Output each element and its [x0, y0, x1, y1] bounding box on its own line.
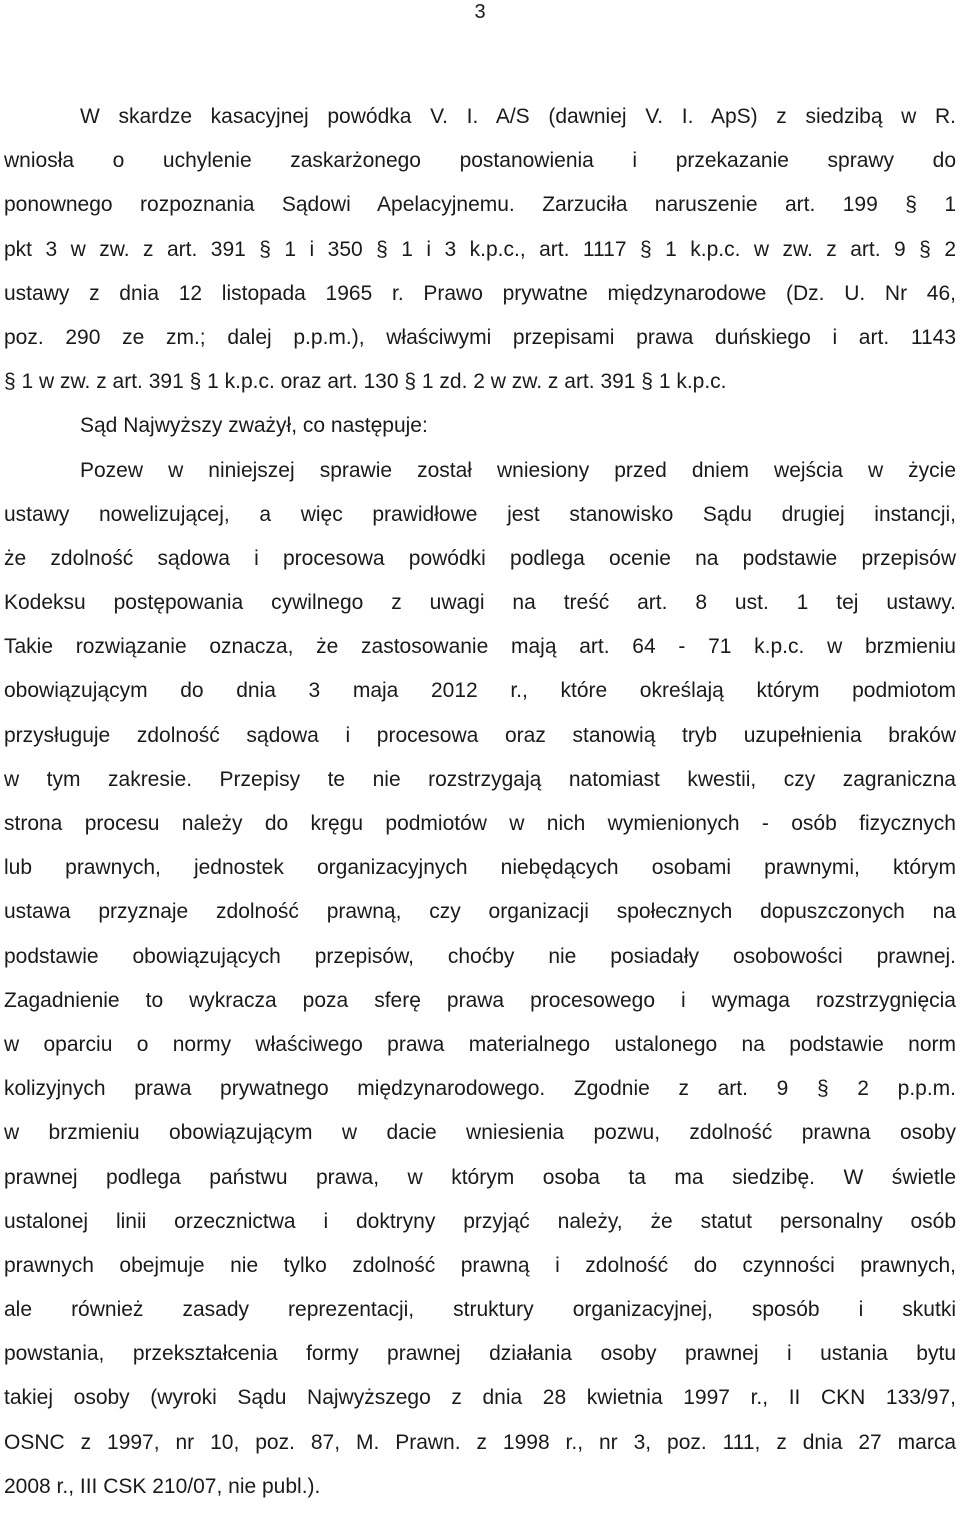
paragraph-reasoning — [4, 449, 956, 1510]
text-line: w brzmieniu obowiązującym w dacie wniesienia pozwu, zdolność prawna osoby — [4, 1121, 956, 1145]
text-line: poz. 290 ze zm.; dalej p.p.m.), właściwymi przepisami prawa duńskiego i art. 1143 — [4, 325, 956, 349]
text-line: prawnej podlega państwu prawa, w którym osoba ta ma siedzibę. W świetle — [4, 1165, 956, 1189]
text-line: ustawy z dnia 12 listopada 1965 r. Prawo prywatne międzynarodowe (Dz. U. Nr 46, — [4, 281, 956, 305]
page-number: 3 — [474, 1, 486, 23]
text-line: w tym zakresie. Przepisy te nie rozstrzygają natomiast kwestii, czy zagraniczna — [4, 767, 956, 791]
text-line: ustawy nowelizującej, a więc prawidłowe jest stanowisko Sądu drugiej instancji, — [4, 502, 956, 526]
text-line: kolizyjnych prawa prywatnego międzynarodowego. Zgodnie z art. 9 § 2 p.p.m. — [4, 1077, 956, 1101]
document-body — [4, 95, 956, 1509]
text-line: W skardze kasacyjnej powódka V. I. A/S (dawniej V. I. ApS) z siedzibą w R. — [80, 105, 956, 128]
paragraph-court-considered — [4, 404, 956, 448]
text-line: lub prawnych, jednostek organizacyjnych niebędących osobami prawnymi, którym — [4, 856, 956, 880]
text-line: OSNC z 1997, nr 10, poz. 87, M. Prawn. z 1998 r., nr 3, poz. 111, z dnia 27 marca — [4, 1430, 956, 1454]
text-line: ustalonej linii orzecznictwa i doktryny przyjąć należy, że statut personalny osób — [4, 1209, 956, 1233]
text-line: ponownego rozpoznania Sądowi Apelacyjnemu. Zarzuciła naruszenie art. 199 § 1 — [4, 193, 956, 217]
text-line: 2008 r., III CSK 210/07, nie publ.). — [4, 1474, 321, 1498]
text-line: w oparciu o normy właściwego prawa materialnego ustalonego na podstawie norm — [4, 1032, 956, 1056]
text-line: że zdolność sądowa i procesowa powódki podlega ocenie na podstawie przepisów — [4, 546, 956, 570]
text-line: powstania, przekształcenia formy prawnej działania osoby prawnej i ustania bytu — [4, 1342, 956, 1366]
text-line: podstawie obowiązujących przepisów, choćby nie posiadały osobowości prawnej. — [4, 944, 956, 968]
text-line: Pozew w niniejszej sprawie został wniesiony przed dniem wejścia w życie — [80, 458, 956, 482]
text-line: pkt 3 w zw. z art. 391 § 1 i 350 § 1 i 3 k.p.c., art. 1117 § 1 k.p.c. w zw. z art. 9 § 2 — [4, 237, 956, 261]
text-line: Sąd Najwyższy zważył, co następuje: — [80, 414, 428, 438]
text-line: Zagadnienie to wykracza poza sferę prawa procesowego i wymaga rozstrzygnięcia — [4, 988, 956, 1012]
text-line: przysługuje zdolność sądowa i procesowa oraz stanowią tryb uzupełnienia braków — [4, 723, 956, 747]
text-line: strona procesu należy do kręgu podmiotów w nich wymienionych - osób fizycznych — [4, 812, 956, 835]
text-line: ale również zasady reprezentacji, struktury organizacyjnej, sposób i skutki — [4, 1298, 956, 1322]
text-line: Takie rozwiązanie oznacza, że zastosowanie mają art. 64 - 71 k.p.c. w brzmieniu — [4, 635, 956, 659]
text-line: Kodeksu postępowania cywilnego z uwagi na treść art. 8 ust. 1 tej ustawy. — [4, 591, 956, 615]
paragraph-cassation-complaint — [4, 95, 956, 404]
text-line: § 1 w zw. z art. 391 § 1 k.p.c. oraz art. 130 § 1 zd. 2 w zw. z art. 391 § 1 k.p.c. — [4, 370, 727, 394]
text-line: obowiązującym do dnia 3 maja 2012 r., które określają którym podmiotom — [4, 679, 956, 703]
text-line: takiej osoby (wyroki Sądu Najwyższego z dnia 28 kwietnia 1997 r., II CKN 133/97, — [4, 1386, 956, 1410]
text-line: wniosła o uchylenie zaskarżonego postanowienia i przekazanie sprawy do — [4, 149, 956, 173]
text-line: prawnych obejmuje nie tylko zdolność prawną i zdolność do czynności prawnych, — [4, 1253, 956, 1277]
text-line: ustawa przyznaje zdolność prawną, czy organizacji społecznych dopuszczonych na — [4, 900, 956, 924]
